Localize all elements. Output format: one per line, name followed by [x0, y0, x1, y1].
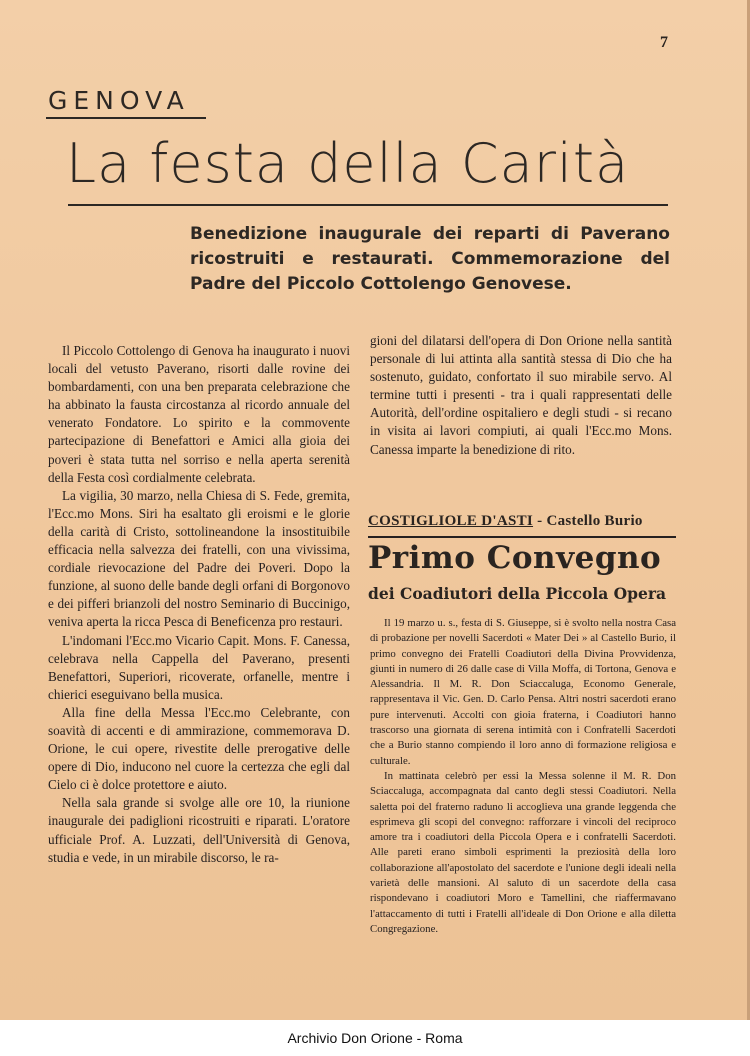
kicker-place: COSTIGLIOLE D'ASTI	[368, 513, 534, 529]
page-number: 7	[660, 34, 668, 51]
section-rule	[46, 117, 206, 119]
paragraph: Il 19 marzo u. s., festa di S. Giuseppe, si è svolto nella nostra Casa di probazione per novelli Sacerdoti « Mater Dei » al Castello Burio, il primo convegno dei Fratelli Coadiutori della Divina Provvidenza, giunti in numero di 26 dalle case di Villa Moffa, di Tortona, Genova e Alessandria. Il M. R. Don Sciaccaluga, Economo Generale, rappresentava il Vic. Gen. D. Carlo Pensa. Altri nostri sacerdoti erano pure intervenuti. Accolti con gioia fraterna, i Coadiutori hanno trascorso una giornata di serena intimità con i Confratelli Sacerdoti che a Burio stanno compiendo il loro anno di formazione religiosa e culturale.	[370, 617, 676, 767]
paragraph: Il Piccolo Cottolengo di Genova ha inaugurato i nuovi locali del vetusto Paverano, risorti dalle rovine dei bombardamenti, con una ben preparata celebrazione che ha abbinato la fausta circostanza al ricordo annuale del venerato Fondatore. Lo spirito e la commovente partecipazione di Benefattori e Amici alla gioia dei poveri è stata tutta nel sorriso e nella aperta serenità della Festa così cordialmente celebrata.	[48, 343, 350, 485]
paragraph: La vigilia, 30 marzo, nella Chiesa di S. Fede, gremita, l'Ecc.mo Mons. Siri ha esaltato gli eroismi e le glorie della carità di Cristo, sottolineandone la insostituibile efficacia nella salvezza dei fratelli, con una vivissima, cordiale rievocazione del Padre dei Poveri. Dopo la funzione, al suono delle bande degli orfani di Borgonovo e dei pifferi brianzoli del nostro Seminario di Buccinigo, veniva aperta la ricca Pesca di Beneficenza pro restauri.	[48, 487, 350, 630]
main-title: La festa della Carità	[66, 132, 630, 195]
right-column-bottom	[370, 616, 676, 937]
paragraph: Nella sala grande si svolge alle ore 10, la riunione inaugurale dei padiglioni ricostruiti e riparati. L'oratore ufficiale Prof. A. Luzzati, dell'Università di Genova, studia e vede, in un mirabile discorso, le ra-	[48, 795, 350, 865]
kicker-separator: -	[533, 513, 547, 529]
article-kicker	[368, 513, 676, 530]
paragraph: L'indomani l'Ecc.mo Vicario Capit. Mons. F. Canessa, celebrava nella Cappella del Paverano, presenti Benefattori, Superiori, ricoverate, orfanelle, mentre i chierici eseguivano bella musica.	[48, 632, 350, 702]
right-column-top	[370, 332, 672, 459]
archive-footer: Archivio Don Orione - Roma	[287, 1030, 463, 1046]
article-title: Primo Convegno	[368, 540, 662, 576]
subtitle: Benedizione inaugurale dei reparti di Paverano ricostruiti e restaurati. Commemorazione del Padre del Piccolo Cottolengo Genovese.	[190, 224, 670, 294]
left-column	[48, 342, 350, 867]
paragraph: Alla fine della Messa l'Ecc.mo Celebrante, con soavità di accenti e di ammirazione, commemorava D. Orione, le cui opere, rivestite delle prerogative delle opere di Dio, inducono nel cuore la certezza che egli dal Cielo ci è dolce protettore e aiuto.	[48, 704, 350, 793]
paragraph: In mattinata celebrò per essi la Messa solenne il M. R. Don Sciaccaluga, accompagnata dal canto degli stessi Coadiutori. Nella saletta poi del fraterno raduno li accoglieva una grande leggenda che esprimeva gli scopi del convegno: rafforzare i vincoli del reciproco amore tra i coadiutori della Piccola Opera e i confratelli Sacerdoti. Alle pareti erano simboli esprimenti la preziosità della loro collaborazione all'apostolato del sacerdote e l'unione degli ideali nella varietà delle mansioni. Al saluto di un sacerdote della casa rispondevano i coadiutori Moro e Tamellini, che riaffermavano l'attaccamento di tutti i Fratelli all'ideale di Don Orione e alla diletta Congregazione.	[370, 769, 676, 935]
title-rule	[68, 204, 668, 206]
paragraph: gioni del dilatarsi dell'opera di Don Orione nella santità personale di lui attinta alla santità stessa di Dio che ha sostenuto, guidato, confortato il suo mirabile servo. Al termine tutti i presenti - tra i quali rappresentati delle Autorità, dell'ordine ospitaliero e degli studi - si recano in visita ai lavori compiuti, ai quali l'Ecc.mo Mons. Canessa imparte la benedizione di rito.	[370, 333, 672, 457]
section-label: GENOVA	[48, 86, 190, 115]
kicker-location: Castello Burio	[546, 513, 643, 529]
kicker-rule	[368, 536, 676, 538]
article-subtitle: dei Coadiutori della Piccola Opera	[368, 584, 667, 603]
